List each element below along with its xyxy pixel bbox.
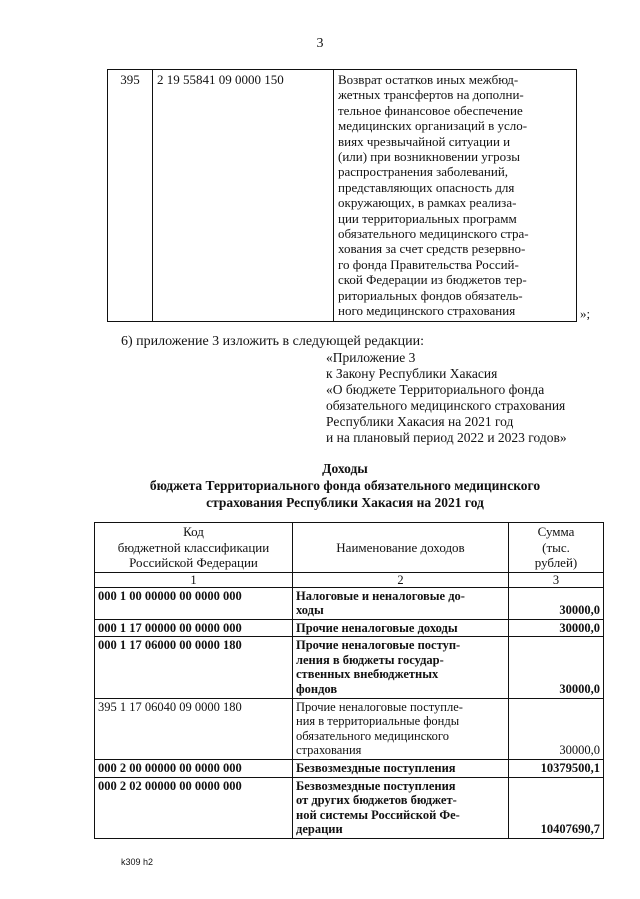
column-number-row <box>95 572 604 587</box>
heading-line: страхования Республики Хакасия на 2021 год <box>206 495 484 510</box>
revenue-name-line: Прочие неналоговые поступле- <box>296 699 463 714</box>
table-row <box>95 619 604 637</box>
continuation-table <box>107 69 577 322</box>
description-line: тельное финансовое обеспечение <box>338 102 523 118</box>
revenue-name-line: Прочие неналоговые доходы <box>296 620 458 635</box>
document-heading <box>0 460 640 511</box>
revenue-name-cell <box>293 760 509 778</box>
description-line: ции территориальных программ <box>338 210 517 226</box>
description-line: жетных трансфертов на дополни- <box>338 87 524 103</box>
revenue-name-line: ной системы Российской Фе- <box>296 807 460 822</box>
heading-line: бюджета Территориального фонда обязательного медицинского <box>149 478 541 493</box>
kbk-code-cell: 000 2 00 00000 00 0000 000 <box>95 760 293 778</box>
annex-line: обязательного медицинского страхования <box>326 398 566 413</box>
amount-cell: 30000,0 <box>509 637 604 698</box>
admin-code-cell: 395 <box>108 70 153 322</box>
header-row <box>95 523 604 573</box>
revenue-name-line: фондов <box>296 682 338 697</box>
column-number: 1 <box>95 572 293 587</box>
annex-line: «Приложение 3 <box>326 350 416 365</box>
annex-line: «О бюджете Территориального фонда <box>326 382 545 397</box>
revenue-name-line: ления в бюджеты государ- <box>296 652 444 667</box>
table-row <box>95 587 604 619</box>
revenue-name-cell <box>293 637 509 698</box>
table-row <box>95 698 604 759</box>
description-line: го фонда Правительства Россий- <box>338 256 519 272</box>
description-line: медицинских организаций в усло- <box>338 118 528 134</box>
table-row <box>95 777 604 838</box>
description-line: окружающих, в рамках реализа- <box>338 195 517 211</box>
description-line: Возврат остатков иных межбюд- <box>338 72 519 87</box>
annex-header <box>326 350 567 446</box>
amount-cell: 10379500,1 <box>509 760 604 778</box>
kbk-code-cell: 000 1 00 00000 00 0000 000 <box>95 587 293 619</box>
heading-title: Доходы <box>322 461 368 476</box>
revenue-name-cell <box>293 619 509 637</box>
revenue-name-cell <box>293 587 509 619</box>
revenue-name-line: дерации <box>296 822 343 837</box>
description-line: (или) при возникновении угрозы <box>338 149 520 165</box>
amount-column-header: Сумма (тыс. рублей) <box>509 523 604 573</box>
revenue-name-line: от других бюджетов бюджет- <box>296 793 457 808</box>
table-row <box>95 760 604 778</box>
amount-cell: 10407690,7 <box>509 777 604 838</box>
revenue-name-cell <box>293 698 509 759</box>
description-line: ской Федерации из бюджетов тер- <box>338 272 527 288</box>
revenue-name-line: ственных внебюджетных <box>296 667 439 682</box>
annex-line: Республики Хакасия на 2021 год <box>326 414 514 429</box>
revenue-rows <box>95 587 604 839</box>
revenue-name-line: страхования <box>296 743 362 758</box>
revenue-name-line: обязательного медицинского <box>296 728 450 743</box>
description-cell <box>334 70 577 322</box>
annex-line: и на плановый период 2022 и 2023 годов» <box>326 430 567 445</box>
description-line: виях чрезвычайной ситуации и <box>338 133 511 149</box>
column-number: 3 <box>509 572 604 587</box>
revenue-name-line: ния в территориальные фонды <box>296 714 460 729</box>
description-line: обязательного медицинского стра- <box>338 226 529 242</box>
closing-quote: »; <box>580 306 591 321</box>
description-line: риториальных фондов обязатель- <box>338 287 523 303</box>
amount-cell: 30000,0 <box>509 587 604 619</box>
footer-code: k309 h2 <box>121 857 154 867</box>
amount-cell: 30000,0 <box>509 619 604 637</box>
revenue-name-line: Безвозмездные поступления <box>296 761 456 776</box>
kbk-code-cell: 000 1 17 00000 00 0000 000 <box>95 619 293 637</box>
revenue-table <box>94 522 604 839</box>
annex-line: к Закону Республики Хакасия <box>326 366 498 381</box>
table-row <box>108 70 577 322</box>
revenue-name-line: Безвозмездные поступления <box>296 778 456 793</box>
name-column-header: Наименование доходов <box>293 523 509 573</box>
page-number: 3 <box>316 36 324 51</box>
revenue-name-line: Налоговые и неналоговые до- <box>296 588 465 603</box>
kbk-cell: 2 19 55841 09 0000 150 <box>153 70 334 322</box>
kbk-code-cell: 000 1 17 06000 00 0000 180 <box>95 637 293 698</box>
table-row <box>95 637 604 698</box>
description-line: хования за счет средств резервно- <box>338 241 526 257</box>
revenue-name-line: Прочие неналоговые поступ- <box>296 638 461 653</box>
revenue-name-line: ходы <box>296 603 324 618</box>
amount-cell: 30000,0 <box>509 698 604 759</box>
revenue-name-cell <box>293 777 509 838</box>
description-line: ного медицинского страхования <box>338 303 516 319</box>
description-line: распространения заболеваний, <box>338 164 509 180</box>
amendment-text: 6) приложение 3 изложить в следующей редакции: <box>121 334 424 349</box>
column-number: 2 <box>293 572 509 587</box>
description-line: представляющих опасность для <box>338 179 515 195</box>
kbk-code-cell: 395 1 17 06040 09 0000 180 <box>95 698 293 759</box>
kbk-code-cell: 000 2 02 00000 00 0000 000 <box>95 777 293 838</box>
code-column-header: Код бюджетной классификации Российской Федерации <box>95 523 293 573</box>
